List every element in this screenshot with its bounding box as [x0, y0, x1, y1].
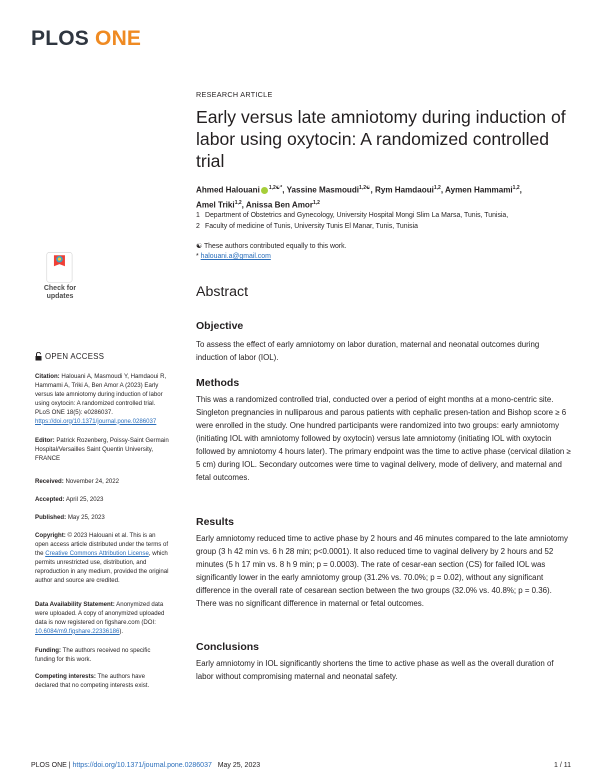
author-name[interactable]: Ahmed Halouani	[196, 185, 260, 195]
editor-label: Editor:	[35, 437, 55, 444]
author-name[interactable]: Rym Hamdaoui	[374, 185, 434, 195]
equal-contribution-note: ☯ These authors contributed equally to this work.	[196, 243, 347, 250]
accepted-label: Accepted:	[35, 496, 65, 503]
author-name[interactable]: Aymen Hammami	[445, 185, 513, 195]
page-footer	[31, 762, 571, 769]
methods-heading: Methods	[196, 377, 240, 389]
editor-text: Patrick Rozenberg, Poissy-Saint Germain Hospital/Versailles Saint Quentin University, FRANCE	[35, 437, 169, 462]
orcid-icon[interactable]	[261, 187, 268, 194]
competing-interests-label: Competing interests:	[35, 673, 96, 680]
author-name[interactable]: Anissa Ben Amor	[245, 200, 314, 210]
author-affil-sup: 1,2	[512, 185, 520, 191]
citation-doi-link[interactable]: https://doi.org/10.1371/journal.pone.0286037	[35, 417, 157, 425]
crossmark-label[interactable]	[34, 285, 86, 301]
email-link[interactable]: halouani.a@gmail.com	[200, 253, 271, 260]
conclusions-heading: Conclusions	[196, 641, 260, 653]
copyright-label: Copyright:	[35, 532, 66, 539]
copyright-text-end: , which permits unrestricted use, distribution, and reproduction in any medium, provided the original author and source are credited.	[35, 549, 169, 584]
data-availability-label: Data Availability Statement:	[35, 601, 115, 608]
abstract-heading: Abstract	[196, 284, 249, 300]
conclusions-text: Early amniotomy in IOL significantly shortens the time to active phase as well as the overall duration of labor without compromising maternal and neonatal safety.	[196, 659, 554, 681]
footer-date: May 25, 2023	[217, 762, 261, 769]
affiliation-text: Department of Obstetrics and Gynecology, University Hospital Mongi Slim La Marsa, Tunis, Tunisia,	[205, 212, 509, 219]
affiliation-item	[196, 222, 576, 233]
results-text: Early amniotomy reduced time to active phase by 2 hours and 46 minutes compared to the late amniotomy group (3 h 42 min vs. 6 h 28 min; p<0.0001). It also reduced time to vaginal delivery by 2 hours and 52 minutes (5 h 17 min vs. 8 h 9 min; p = 0.0003). The rate of cesar-ean section (CS) for failed IOL was significantly lower in the early amniotomy group (31.2% vs. 70.0%; p = 0.02), without any significant difference in the overall rate of cesarean section between the two groups (32.0% vs. 40.8%; p = 0.36). There was no significant difference in maternal or fetal outcomes.	[196, 534, 568, 608]
methods-text: This was a randomized controlled trial, conducted over a period of eight months at a mono-centric site. Singleton pregnancies in nulliparous and parous patients with cephalic presen-tation and Bishop score ≥ 6 were enrolled in the study. One hundred participants were randomized into two groups: early amniotomy (initiating IOL with amniotomy followed by oxytocin) versus late amniotomy (initiating IOL with oxytocin followed by amniotomy 4 hours later). The primary endpoint was the time to active phase (cervical dilation ≥ 5 cm) during IOL. Secondary outcomes were time to vaginal delivery, mode of delivery, and maternal and fetal outcomes.	[196, 395, 571, 482]
affiliation-item	[196, 211, 576, 222]
crossmark-icon[interactable]	[36, 252, 84, 285]
affiliation-number: 2	[196, 222, 200, 230]
author-list: Ahmed Halouani $^{1,2☯*}$, Yassine Masmoudi$^{1,2☯}$, Rym Hamdaoui$^{1,2}$, Aymen Hammami$^{1,2}$, Amel Triki$^{1,2}$, Anissa Ben Amor$^{1,2}$	[196, 185, 522, 210]
author-notes	[196, 242, 496, 262]
published-block	[35, 514, 169, 523]
email-prefix: *	[196, 253, 201, 260]
article-type: RESEARCH ARTICLE	[196, 90, 273, 99]
author-name[interactable]: Amel Triki	[196, 200, 235, 210]
objective-heading: Objective	[196, 320, 244, 332]
author-affil-sup: 1,2☯	[359, 185, 371, 191]
crossmark-line1: Check for	[43, 285, 77, 292]
objective-text: To assess the effect of early amniotomy on labor duration, maternal and neonatal outcomes during induction of labor (IOL).	[196, 340, 540, 362]
competing-interests-block	[35, 673, 169, 691]
crossmark-line2: updates	[46, 293, 74, 300]
competing-interests-text: The authors have declared that no competing interests exist.	[35, 673, 150, 689]
citation-text: Halouani A, Masmoudi Y, Hamdaoui R, Hammami A, Triki A, Ben Amor A (2023) Early versus late amniotomy during induction of labor using oxytocin: A randomized controlled trial. PLoS ONE 18(5): e0286037.	[35, 373, 167, 416]
affiliation-text: Faculty of medicine of Tunis, University Tunis El Manar, Tunis, Tunisia	[205, 222, 418, 230]
copyright-text: © 2023 Halouani et al. This is an open access article distributed under the terms of the	[35, 532, 169, 557]
data-availability-end: ).	[119, 627, 124, 635]
journal-logo	[31, 27, 141, 51]
results-heading: Results	[196, 516, 234, 528]
license-link[interactable]: Creative Commons Attribution License	[45, 549, 149, 557]
open-access-label: OPEN ACCESS	[45, 352, 105, 361]
copyright-block	[35, 532, 169, 585]
published-date: May 25, 2023	[67, 514, 105, 521]
funding-block	[35, 647, 169, 665]
figshare-doi-link[interactable]: 10.6084/m9.figshare.22336186	[35, 627, 120, 635]
citation-block	[35, 373, 169, 426]
author-affil-sup: 1,2	[234, 199, 242, 206]
affiliation-number: 1	[196, 212, 200, 219]
page-number: 1 / 11	[554, 762, 571, 769]
logo-plos: PLOS	[31, 27, 89, 50]
author-affil-sup: 1,2☯*	[268, 185, 283, 191]
open-lock-icon	[35, 352, 42, 361]
open-access-badge	[35, 352, 104, 361]
article-title: Early versus late amniotomy during induction of labor using oxytocin: A randomized controlled trial	[196, 107, 566, 171]
received-date: November 24, 2022	[65, 478, 120, 485]
author-affil-sup: 1,2	[433, 185, 441, 191]
footer-journal: PLOS ONE	[31, 762, 67, 769]
data-availability-text: Anonymized data were uploaded. A copy of anonymized uploaded data is now registered on figshare.com (DOI:	[35, 601, 165, 626]
funding-label: Funding:	[35, 647, 62, 654]
accepted-date: April 25, 2023	[65, 496, 104, 503]
footer-doi-link[interactable]: https://doi.org/10.1371/journal.pone.0286037	[72, 762, 212, 769]
accepted-block	[35, 496, 169, 505]
published-label: Published:	[35, 514, 67, 521]
logo-one: ONE	[95, 27, 142, 50]
affiliations	[196, 211, 576, 232]
funding-text: The authors received no specific funding for this work.	[35, 647, 151, 663]
received-block	[35, 478, 169, 487]
received-label: Received:	[35, 478, 64, 485]
author-name[interactable]: Yassine Masmoudi	[286, 185, 360, 195]
footer-separator: |	[66, 762, 73, 769]
corresponding-author	[196, 252, 496, 262]
citation-label: Citation:	[35, 373, 60, 380]
editor-block	[35, 437, 169, 464]
author-affil-sup: 1,2	[313, 199, 320, 206]
data-availability-block	[35, 601, 169, 637]
